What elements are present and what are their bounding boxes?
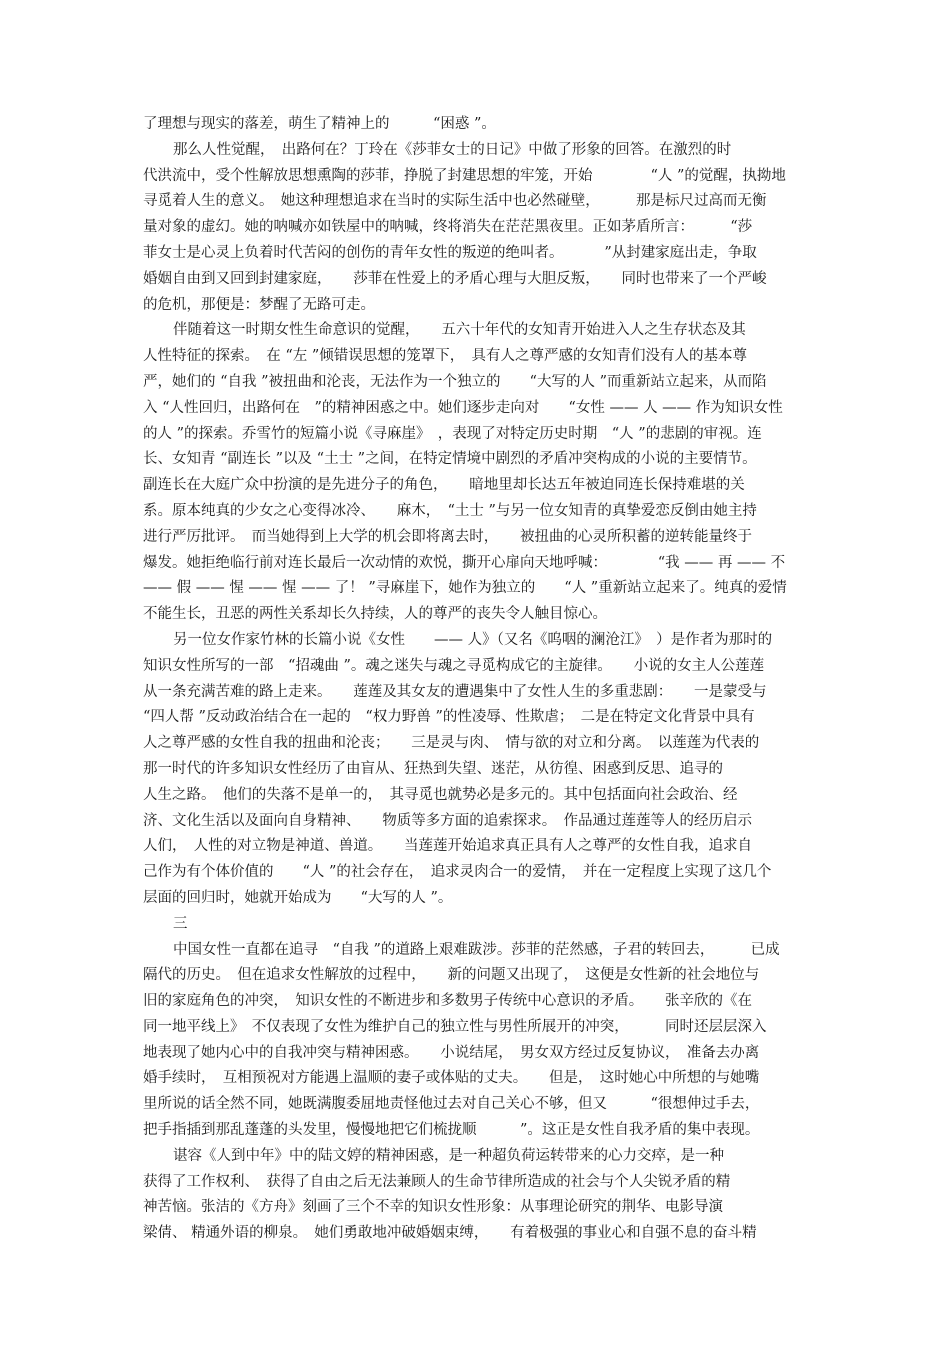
text-line: 获得了工作权利、 获得了自由之后无法兼顾人的生命节律所造成的社会与个人尖锐矛盾的精 [143,1173,731,1190]
text-line: 代洪流中，受个性解放思想熏陶的莎菲，挣脱了封建思想的牢笼，开始 “人 ”的觉醒，执拗地 [143,167,786,184]
text-line: 人性特征的探索。 在 “左 ”倾错误思想的笼罩下， 具有人之尊严感的女知青们没有人的基本尊 [143,348,748,365]
text-line: 入 “人性回归，出路何在 ”的精神困惑之中。她们逐步走向对 “女性 —— 人 —— 作为知识女性 [143,399,783,416]
text-line: 严，她们的 “自我 ”被扭曲和沦丧，无法作为一个独立的 “大写的人 ”而重新站立起来，从而陷 [143,373,767,390]
text-line: “四人帮 ”反动政治结合在一起的 “权力野兽 ”的性凌辱、性欺虐； 二是在特定文化背景中具有 [143,709,755,726]
text-line: 的人 ”的探索。乔雪竹的短篇小说《寻麻崖》 ，表现了对特定历史时期 “人 ”的悲剧的审视。连 [143,425,762,442]
text-line: 梁倩、 精通外语的柳泉。 她们勇敢地冲破婚姻束缚， 有着极强的事业心和自强不息的奋斗精 [143,1225,757,1242]
text-line: 寻觅着人生的意义。 她这种理想追求在当时的实际生活中也必然碰壁， 那是标尺过高而无衡 [143,193,767,210]
text-line: 量对象的虚幻。她的呐喊亦如铁屋中的呐喊，终将消失在茫茫黑夜里。正如茅盾所言： “莎 [143,219,753,236]
text-line: 另一位女作家竹林的长篇小说《女性 —— 人》（又名《呜咽的澜沧江》 ）是作者为那时的 [173,631,773,648]
text-line: 不能生长，丑恶的两性关系却长久持续，人的尊严的丧失令人触目惊心。 [143,606,607,623]
text-line: 己作为有个体价值的 “人 ”的社会存在， 追求灵肉合一的爱情， 并在一定程度上实现了这几个 [143,864,772,881]
text-line: 济、文化生活以及面向自身精神、 物质等多方面的追索探求。 作品通过莲莲等人的经历启示 [143,812,752,829]
text-line: 层面的回归时，她就开始成为 “大写的人 ”。 [143,889,453,906]
text-line: 菲女士是心灵上负着时代苦闷的创伤的青年女性的叛逆的绝叫者。 ”从封建家庭出走，争取 [143,244,757,261]
text-line: 谌容《人到中年》中的陆文婷的精神困惑，是一种超负荷运转带来的心力交瘁，是一种 [173,1147,724,1164]
text-line: 婚手续时， 互相预祝对方能遇上温顺的妻子或体贴的丈夫。 但是， 这时她心中所想的与她嘴 [143,1070,760,1087]
text-line: 了理想与现实的落差，萌生了精神上的 “困惑 ”。 [143,116,496,132]
text-line: 伴随着这一时期女性生命意识的觉醒， 五六十年代的女知青开始进入人之生存状态及其 [173,322,746,339]
text-line: 那么人性觉醒， 出路何在？丁玲在《莎菲女士的日记》中做了形象的回答。在激烈的时 [173,141,732,158]
text-line: 婚姻自由到又回到封建家庭， 莎菲在性爱上的矛盾心理与大胆反叛， 同时也带来了一个严峻 [143,270,767,287]
text-line: 人们， 人性的对立物是神道、兽道。 当莲莲开始追求真正具有人之尊严的女性自我，追求自 [143,838,752,855]
text-line: —— 假 —— 惺 —— 惺 —— 了！ ”寻麻崖下，她作为独立的 “人 ”重新站立起来了。纯真的爱情 [143,580,787,597]
text-line: 旧的家庭角色的冲突， 知识女性的不断进步和多数男子传统中心意识的矛盾。 张辛欣的《在 [143,993,752,1010]
text-line: 那一时代的许多知识女性经历了由盲从、狂热到失望、迷茫，从彷徨、困惑到反思、追寻的 [143,760,723,777]
text-line: 中国女性一直都在追寻 “自我 ”的道路上艰难跋涉。莎菲的茫然感，子君的转回去， 已成 [173,941,780,958]
text-line: 系。原本纯真的少女之心变得冰冷、 麻木， “土士 ”与另一位女知青的真挚爱恋反倒由她主持 [143,502,757,519]
text-line: 人之尊严感的女性自我的扭曲和沦丧； 三是灵与肉、 情与欲的对立和分离。 以莲莲为代表的 [143,735,760,752]
text-line: 长、女知青 “副连长 ”以及 “土士 ”之间，在特定情境中剧烈的矛盾冲突构成的小说的主要情节。 [143,451,757,468]
text-line: 知识女性所写的一部 “招魂曲 ”。魂之迷失与魂之寻觅构成它的主旋律。 小说的女主人公莲莲 [143,657,765,674]
text-line: 里所说的话全然不同，她既满腹委屈地责怪他过去对自己关心不够，但又 “很想伸过手去， [143,1096,760,1113]
text-line: 三 [173,915,188,932]
text-line: 同一地平线上》 不仅表现了女性为维护自己的独立性与男性所展开的冲突， 同时还层层深入 [143,1018,767,1035]
text-line: 地表现了她内心中的自我冲突与精神困惑。 小说结尾， 男女双方经过反复协议， 准备去办离 [143,1044,760,1061]
text-line: 把手指插到那乱蓬蓬的头发里，慢慢地把它们梳拢顺 ”。这正是女性自我矛盾的集中表现。 [143,1122,760,1139]
text-line: 进行严厉批评。 而当她得到上大学的机会即将离去时， 被扭曲的心灵所积蓄的逆转能量终于 [143,528,752,545]
text-line: 爆发。她拒绝临行前对连长最后一次动情的欢悦，撕开心扉向天地呼喊： “我 —— 再 —— 不 [143,554,786,571]
document-body [143,112,808,1247]
text-line: 神苦恼。张洁的《方舟》刻画了三个不幸的知识女性形象：从事理论研究的荆华、电影导演 [143,1199,723,1216]
text-line: 隔代的历史。 但在追求女性解放的过程中， 新的问题又出现了， 这便是女性新的社会地位与 [143,967,760,984]
text-line: 人生之路。 他们的失落不是单一的， 其寻觅也就势必是多元的。其中包括面向社会政治、经 [143,786,738,803]
text-line: 的危机，那便是：梦醒了无路可走。 [143,296,375,313]
text-line: 从一条充满苦难的路上走来。 莲莲及其女友的遭遇集中了女性人生的多重悲剧： 一是蒙受与 [143,683,767,700]
text-line: 副连长在大庭广众中扮演的是先进分子的角色， 暗地里却长达五年被迫同连长保持难堪的关 [143,477,745,494]
